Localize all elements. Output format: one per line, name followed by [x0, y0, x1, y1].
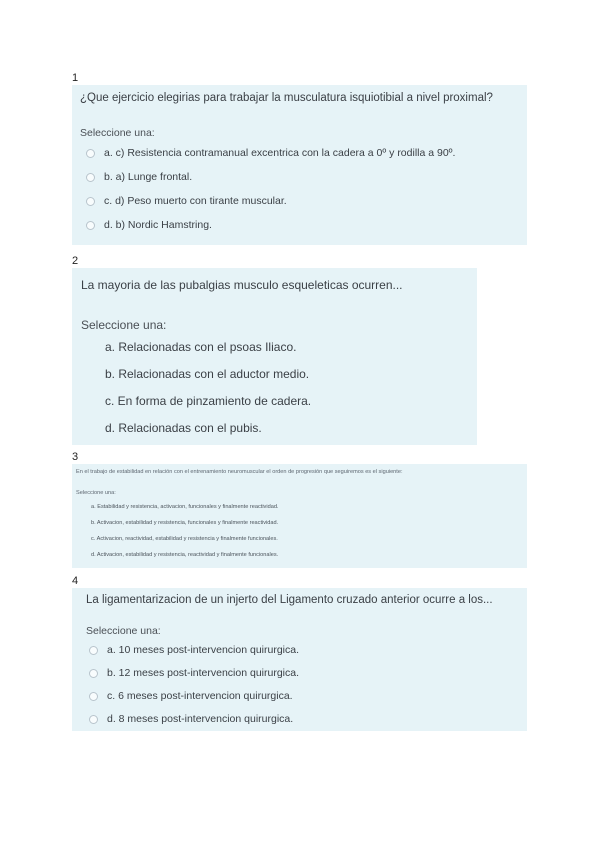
- answer-option-label: c. d) Peso muerto con tirante muscular.: [104, 195, 287, 207]
- select-prompt: Seleccione una:: [86, 625, 161, 637]
- answer-option[interactable]: [105, 367, 309, 381]
- answer-option[interactable]: [91, 504, 279, 510]
- radio-button[interactable]: [89, 692, 98, 701]
- question-card: [72, 588, 527, 731]
- radio-button[interactable]: [86, 197, 95, 206]
- question-text: En el trabajo de estabilidad en relación con el entrenamiento neuromuscular el orden de progresión que seguiremos es el siguiente:: [76, 469, 403, 475]
- answer-option[interactable]: [89, 690, 293, 702]
- answer-option[interactable]: [89, 667, 299, 679]
- answer-option-label: d. b) Nordic Hamstring.: [104, 219, 212, 231]
- answer-option-label: c. 6 meses post-intervencion quirurgica.: [107, 690, 293, 702]
- answer-option[interactable]: [86, 219, 212, 231]
- radio-button[interactable]: [86, 149, 95, 158]
- answer-option[interactable]: [91, 536, 278, 542]
- answer-option-label: b. a) Lunge frontal.: [104, 171, 193, 183]
- answer-option[interactable]: [105, 340, 296, 354]
- answer-option[interactable]: [86, 195, 287, 207]
- radio-button[interactable]: [86, 221, 95, 230]
- question-number: 3: [72, 451, 79, 463]
- answer-option-label: d. Activacion, estabilidad y resistencia, reactividad y finalmente funcionales.: [91, 552, 279, 558]
- question-number: 4: [72, 575, 79, 587]
- answer-option[interactable]: [89, 713, 293, 725]
- answer-option-label: d. Relacionadas con el pubis.: [105, 421, 262, 435]
- answer-option[interactable]: [91, 520, 278, 526]
- question-card: [72, 464, 527, 568]
- radio-button[interactable]: [89, 669, 98, 678]
- question-number: 1: [72, 72, 79, 84]
- answer-option-label: c. En forma de pinzamiento de cadera.: [105, 394, 312, 408]
- question-text: La ligamentarizacion de un injerto del Ligamento cruzado anterior ocurre a los...: [86, 594, 493, 606]
- answer-option-label: b. Relacionadas con el aductor medio.: [105, 367, 310, 381]
- answer-option-label: d. 8 meses post-intervencion quirurgica.: [107, 713, 294, 725]
- answer-option-label: a. Estabilidad y resistencia, activacion, funcionales y finalmente reactividad.: [91, 504, 279, 510]
- answer-option[interactable]: [91, 552, 278, 558]
- select-prompt: Seleccione una:: [80, 127, 155, 139]
- answer-option-label: a. c) Resistencia contramanual excentrica con la cadera a 0º y rodilla a 90º.: [104, 147, 456, 159]
- question-number: 2: [72, 255, 79, 267]
- radio-button[interactable]: [89, 646, 98, 655]
- question-card: [72, 268, 477, 445]
- answer-option-label: b. 12 meses post-intervencion quirurgica.: [107, 667, 300, 679]
- question-text: La mayoria de las pubalgias musculo esqueleticas ocurren...: [81, 278, 403, 292]
- question-card: [72, 85, 527, 245]
- answer-option[interactable]: [105, 394, 311, 408]
- answer-option[interactable]: [105, 421, 262, 435]
- answer-option[interactable]: [86, 147, 455, 159]
- answer-option-label: a. Relacionadas con el psoas Iliaco.: [105, 340, 297, 354]
- answer-option[interactable]: [89, 644, 299, 656]
- answer-option-label: a. 10 meses post-intervencion quirurgica.: [107, 644, 300, 656]
- answer-option[interactable]: [86, 171, 192, 183]
- answer-option-label: b. Activacion, estabilidad y resistencia, funcionales y finalmente reactividad.: [91, 520, 279, 526]
- radio-button[interactable]: [89, 715, 98, 724]
- select-prompt: Seleccione una:: [81, 318, 167, 332]
- question-text: ¿Que ejercicio elegirias para trabajar la musculatura isquiotibial a nivel proximal?: [80, 92, 493, 104]
- radio-button[interactable]: [86, 173, 95, 182]
- select-prompt: Seleccione una:: [76, 490, 116, 496]
- answer-option-label: c. Activacion, reactividad, estabilidad y resistencia y finalmente funcionales.: [91, 536, 278, 542]
